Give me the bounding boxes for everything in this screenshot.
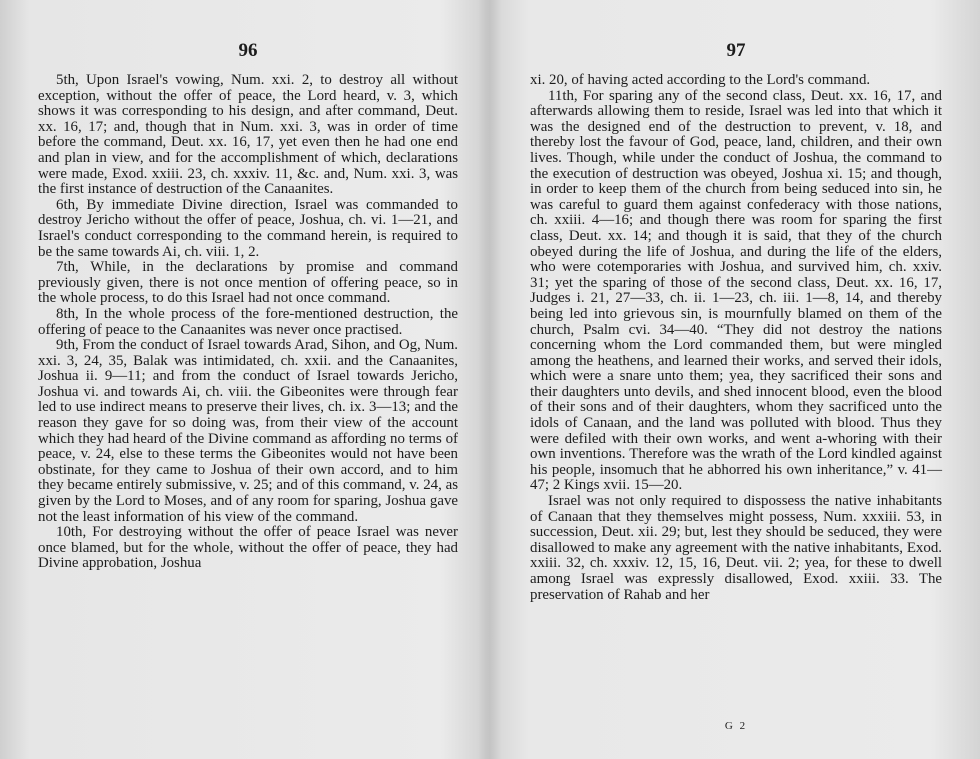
book-gutter bbox=[478, 0, 502, 759]
page-number: 96 bbox=[238, 40, 258, 61]
paragraph: 6th, By immediate Divine direction, Israel was commanded to destroy Jericho without the offer of peace, Joshua, ch. vi. 1—21, and Israel's conduct corresponding to the command herein, is required to be the same towards Ai, ch. viii. 1, 2. bbox=[38, 196, 458, 260]
paragraph: 8th, In the whole process of the fore-mentioned destruction, the offering of peace to the Canaanites was never once practised. bbox=[38, 305, 458, 338]
paragraph: 7th, While, in the declarations by promise and command previously given, there is not once mention of offering peace, so in the whole process, to do this Israel had not once command. bbox=[38, 259, 458, 307]
paragraph: 11th, For sparing any of the second class, Deut. xx. 16, 17, and afterwards allowing them to reside, Israel was led into that which it was the designed end of the destruction to prevent, v. 18, and thereby lost the favour of God, peace, land, children, and their own lives. Though, while under the conduct of Joshua, the command to the execution of destruction was obeyed, Joshua xi. 15; and though, in order to keep them of the church from being seduced into sin, he was careful to guard them against confederacy with those nations, ch. xxiii. 4—16; and though there was room for sparing the first class, Deut. xx. 14; and though it is said, that they of the church obeyed during the life of Joshua, and during the life of the elders, who were cotemporaries with Joshua, and survived him, ch. xxiv. 31; yet the sparing of those of the second class, Deut. xx. 16, 17, Judges i. 21, 27—33, ch. ii. 1—23, ch. iii. 1—8, 14, and thereby being led into grievous sin, is mournfully blamed on them of the church, Psalm cvi. 34—40. “They did not destroy the nations concerning whom the Lord commanded them, but were mingled among the heathens, and learned their works, and served their idols, which were a snare unto them; yea, they sacrificed their sons and their daughters unto devils, and shed innocent blood, even the blood of their sons and of their daughters, whom they sacrificed unto the idols of Canaan, and the land was polluted with blood. Thus they were defiled with their own works, and went a-whoring with their own inventions. Therefore was the wrath of the Lord kindled against his people, insomuch that he abhorred his own inheritance,” v. 41—47; 2 Kings xvii. 15—20. bbox=[530, 87, 942, 494]
signature-mark: G 2 bbox=[724, 720, 748, 732]
page-text bbox=[530, 73, 942, 603]
paragraph-continuation: xi. 20, of having acted according to the Lord's command. bbox=[530, 72, 871, 88]
left-page bbox=[38, 0, 458, 759]
page-text bbox=[38, 73, 458, 572]
paragraph: 5th, Upon Israel's vowing, Num. xxi. 2, to destroy all without exception, without the offer of peace, the Lord heard, v. 3, which shows it was corresponding to his design, and after command, Deut. xx. 16, 17; and, though that in Num. xxi. 3, was in order of time before the command, Deut. xx. 16, 17, yet even then he had one end and plan in view, and for the accomplishment of which, declarations were made, Exod. xxiii. 23, ch. xxxiv. 11, &c. and, Num. xxi. 3, was the first instance of destruction of the Canaanites. bbox=[38, 72, 458, 198]
paragraph: 10th, For destroying without the offer of peace Israel was never once blamed, but for the whole, without the offer of peace, they had Divine approbation, Joshua bbox=[38, 524, 458, 572]
right-page bbox=[530, 0, 942, 759]
paragraph: Israel was not only required to dispossess the native inhabitants of Canaan that they themselves might possess, Num. xxxiii. 53, in succession, Deut. xii. 29; but, lest they should be seduced, they were disallowed to make any agreement with the native inhabitants, Exod. xxiii. 32, ch. xxxiv. 12, 15, 16, Deut. vii. 2; yea, for these to dwell among Israel was expressly disallowed, Exod. xxiii. 33. The preservation of Rahab and her bbox=[530, 493, 942, 603]
paragraph: 9th, From the conduct of Israel towards Arad, Sihon, and Og, Num. xxi. 3, 24, 35, Balak was intimidated, ch. xxii. and the Canaanites, Joshua ii. 9—11; and from the conduct of Israel towards Jericho, Joshua vi. and towards Ai, ch. viii. the Gibeonites were through fear led to use indirect means to preserve their lives, ch. ix. 3—13; and the reason they gave for so doing was, from their view of the account which they had heard of the Divine command as affording no terms of peace, v. 24, else to these terms the Gibeonites would not have been obstinate, for they came to Joshua of their own accord, and to him they became entirely submissive, v. 25; and of this command, v. 24, as given by the Lord to Moses, and of any room for sparing, Joshua gave not the least information of his view of the command. bbox=[38, 337, 458, 525]
page-number: 97 bbox=[726, 40, 746, 61]
